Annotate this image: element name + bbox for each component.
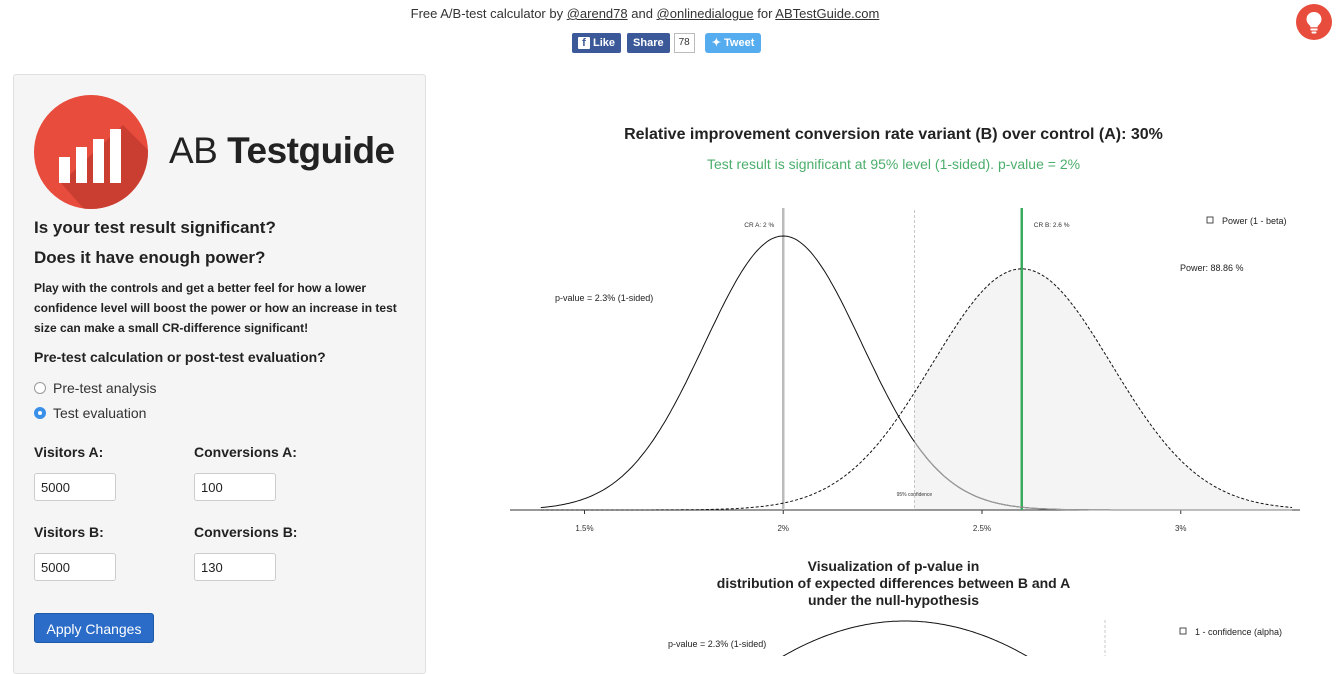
credit-and: and (627, 6, 657, 21)
power-distribution-chart (505, 196, 1325, 541)
power-annotation: Power: 88.86 % (1180, 263, 1244, 273)
radio-test-evaluation-label: Test evaluation (53, 405, 147, 421)
result-subtitle: Test result is significant at 95% level (1-sided). p-value = 2% (706, 156, 1081, 172)
intro-text: Play with the controls and get a better feel for how a lower confidence level will boost the power or how an increase in test size can make a small CR-difference significant! (34, 281, 397, 335)
share-count: 78 (674, 33, 695, 53)
cr-b-label: CR B: 2.6 % (1033, 222, 1070, 229)
author1-link[interactable]: @arend78 (566, 6, 628, 21)
facebook-share-button[interactable] (627, 33, 670, 53)
sidebar-panel (13, 74, 426, 674)
x-tick-label: 2% (777, 524, 790, 533)
legend-swatch-2 (1180, 628, 1186, 634)
visitors-a-input[interactable] (34, 473, 116, 501)
visitors-a-label: Visitors A: (34, 444, 104, 460)
pvalue-chart-title-line3: under the null-hypothesis (807, 592, 980, 608)
pvalue-annotation-2: p-value = 2.3% (1-sided) (668, 639, 767, 649)
radio-test-evaluation[interactable] (34, 405, 146, 421)
x-tick-label: 3% (1174, 524, 1187, 533)
visitors-b-label: Visitors B: (34, 524, 104, 540)
facebook-icon: f (578, 37, 590, 49)
visitors-b-input[interactable] (34, 553, 116, 581)
lightbulb-icon[interactable] (1296, 4, 1332, 40)
cr-a-label: CR A: 2 % (744, 222, 775, 229)
conversions-b-input[interactable] (194, 553, 276, 581)
pvalue-annotation: p-value = 2.3% (1-sided) (555, 293, 654, 303)
apply-changes-button[interactable]: Apply Changes (34, 613, 154, 643)
facebook-like-button[interactable] (572, 33, 621, 53)
heading-power: Does it have enough power? (34, 248, 266, 267)
legend-label: Power (1 - beta) (1222, 216, 1287, 226)
legend-label-2: 1 - confidence (alpha) (1195, 627, 1283, 637)
logo-text-part2: Testguide (227, 130, 395, 171)
like-label: Like (593, 37, 616, 49)
social-buttons (572, 33, 761, 53)
radio-pre-test-label: Pre-test analysis (53, 380, 157, 396)
pvalue-chart-title (440, 558, 1341, 609)
pvalue-distribution-chart (505, 610, 1325, 656)
result-title: Relative improvement conversion rate variant (B) over control (A): 30% (624, 126, 1163, 143)
legend-swatch (1207, 217, 1213, 223)
share-label: Share (633, 37, 664, 49)
credit-for: for (753, 6, 776, 21)
mode-question: Pre-test calculation or post-test evaluation? (34, 349, 326, 365)
conversions-a-label: Conversions A: (194, 444, 297, 460)
twitter-icon: ✦ (711, 37, 721, 49)
conversions-b-label: Conversions B: (194, 524, 298, 540)
heading-significant: Is your test result significant? (34, 218, 276, 237)
x-tick-label: 1.5% (575, 524, 594, 533)
author2-link[interactable]: @onlinedialogue (656, 6, 754, 21)
x-tick-label: 2.5% (972, 524, 992, 533)
null-distribution-curve (775, 621, 1035, 656)
pvalue-chart-title-line1: Visualization of p-value in (807, 558, 980, 574)
radio-unchecked-icon[interactable] (34, 382, 46, 394)
radio-pre-test[interactable] (34, 380, 156, 396)
site-link[interactable]: ABTestGuide.com (775, 6, 880, 21)
logo-wordmark (169, 130, 395, 172)
header-credit-line (0, 6, 1290, 21)
logo-text-part1: AB (169, 130, 228, 171)
tweet-label: Tweet (724, 37, 755, 49)
radio-checked-icon[interactable] (34, 407, 46, 419)
credit-prefix: Free A/B-test calculator by (410, 6, 567, 21)
confidence-label: 95% confidence (896, 492, 933, 498)
power-shaded-area (914, 269, 1292, 510)
conversions-a-input[interactable] (194, 473, 276, 501)
tweet-button[interactable] (705, 33, 762, 53)
pvalue-chart-title-line2: distribution of expected differences between B and A (716, 575, 1071, 591)
logo-icon (34, 95, 148, 209)
